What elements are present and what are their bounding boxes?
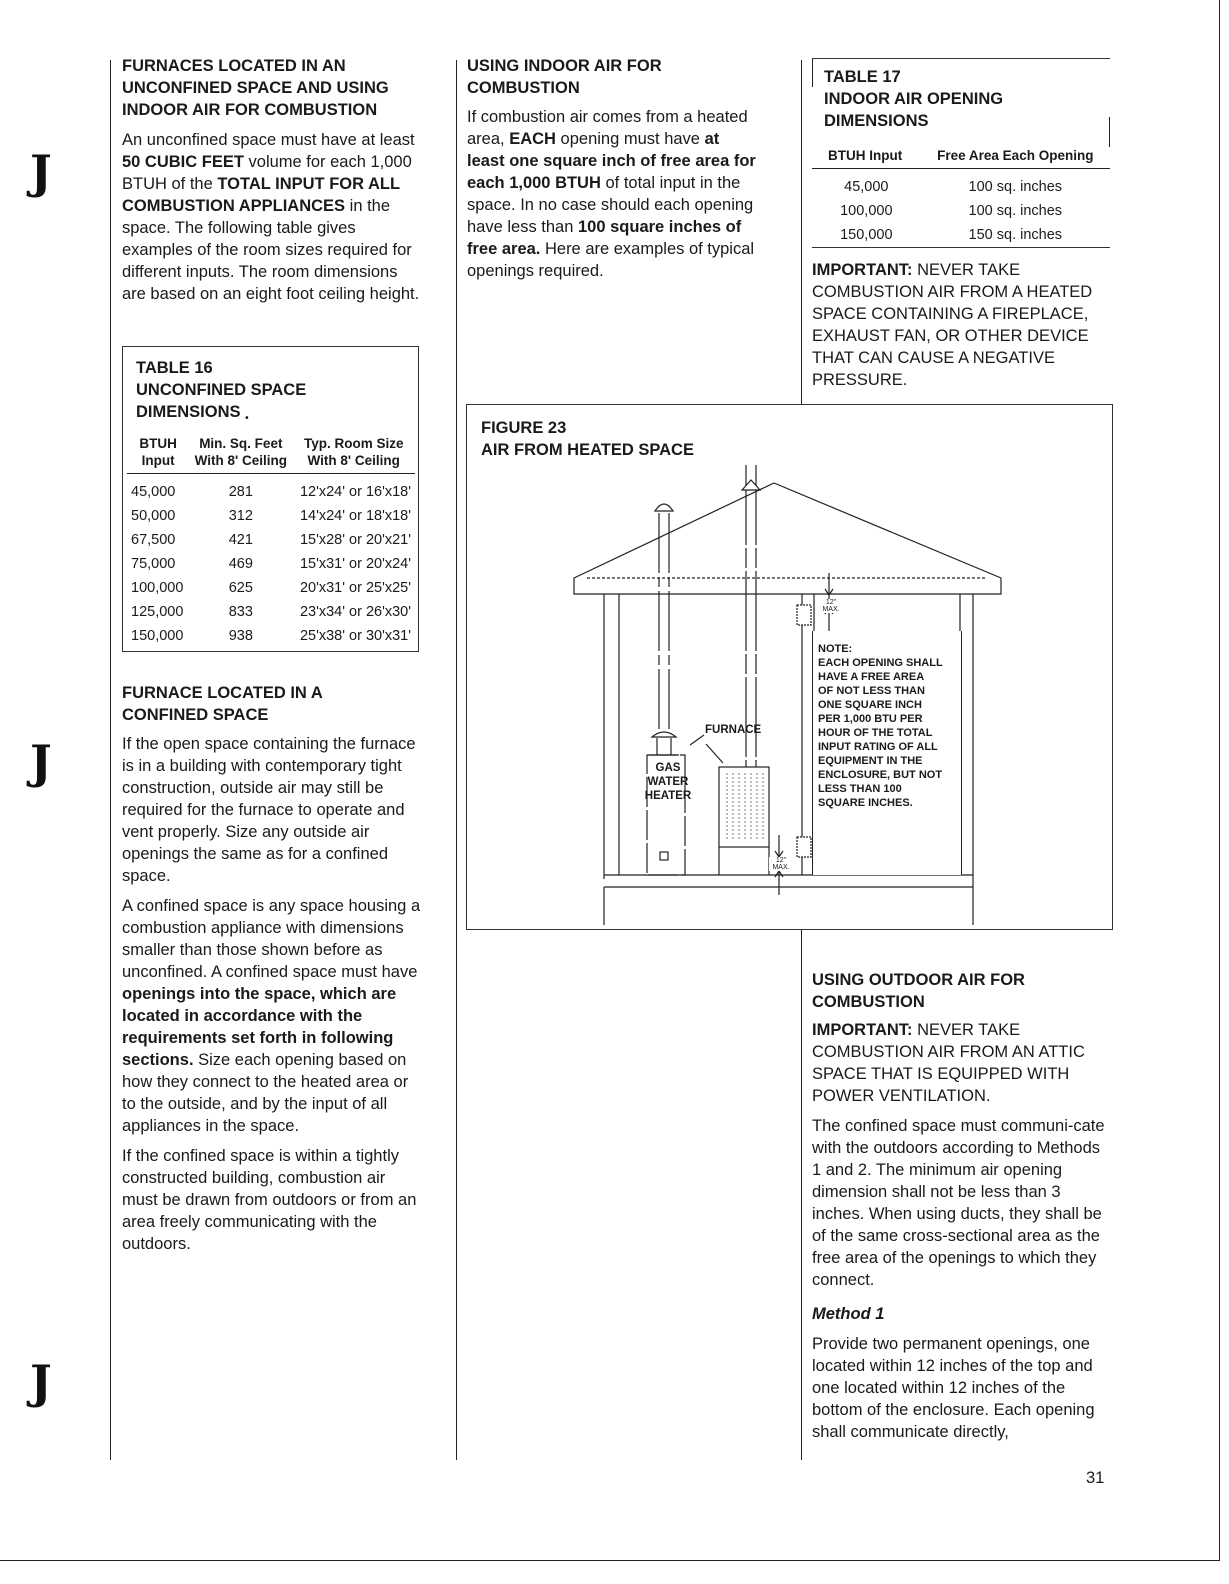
binder-hole-mark: J <box>30 145 52 199</box>
paragraph-confined: If the open space containing the furnace is in a building with contemporary tight construction, outside air may still be required for the furnace to operate and vent properly. Size any outside air openings the same as for a confined space. A confined space is any space housing a combustion appliance with dimensions smaller than those shown before as unconfined. A confined space must have openings into the space, which are located in accordance with the requirements set forth in following sections. Size each opening based on how they connect to the heated area or to the outside, and by the input of all appliances in the space. If the confined space is within a tightly constructed building, combustion air must be drawn from outdoors or from an area freely communicating with the outdoors. <box>122 735 421 1253</box>
table-17-grid <box>812 147 1110 247</box>
figure-23-title: FIGURE 23 AIR FROM HEATED SPACE <box>481 419 694 459</box>
furnace-box <box>719 767 769 847</box>
table-16 <box>122 346 419 652</box>
table-row: 75,000 469 15'x31' or 20'x24' <box>131 555 411 572</box>
table-row: 150,000 150 sq. inches <box>840 226 1063 243</box>
table-row: 125,000 833 23'x34' or 26'x30' <box>131 603 411 620</box>
binder-hole-mark: J <box>30 735 52 789</box>
method-1-heading: Method 1 <box>812 1305 885 1323</box>
paragraph-indoor-air: If combustion air comes from a heated area, EACH opening must have at least one square inch of free area for each 1,000 BTUH of total input in the space. In no case should each opening have less than 100 square inches of free area. Here are examples of typical openings required. <box>467 108 756 280</box>
section-heading-confined: FURNACE LOCATED IN A CONFINED SPACE <box>122 684 323 724</box>
binder-hole-mark: J <box>30 1355 52 1409</box>
table-row: 45,000 281 12'x24' or 16'x18' <box>131 483 411 500</box>
figure-note: NOTE: EACH OPENING SHALL HAVE A FREE AREA OF NOT LESS THAN ONE SQUARE INCH PER 1,000 BTU PER HOUR OF THE TOTAL INPUT RATING OF ALL EQUIPMENT IN THE ENCLOSURE, BUT NOT LESS THAN 100 SQUARE INCHES. <box>818 643 943 809</box>
table-row: 67,500 421 15'x28' or 20'x21' <box>131 531 411 548</box>
page-edge-bottom <box>0 1560 1220 1561</box>
table-16-title: TABLE 16 UNCONFINED SPACE DIMENSIONS $_•$ <box>136 359 307 424</box>
col-header: Typ. Room Size With 8' Ceiling <box>292 435 415 474</box>
table-row: 100,000 625 20'x31' or 25'x25' <box>131 579 411 596</box>
table-17 <box>812 58 1110 248</box>
table-row: 45,000 100 sq. inches <box>844 178 1063 195</box>
table-17-title: TABLE 17 INDOOR AIR OPENING DIMENSIONS <box>824 68 1004 130</box>
col-header: BTUH Input <box>812 147 921 169</box>
section-heading-indoor-air: USING INDOOR AIR FOR COMBUSTION <box>467 57 662 97</box>
column-rule-right-bottom <box>801 928 802 1460</box>
figure-23 <box>466 404 1113 930</box>
house-diagram <box>467 405 1112 929</box>
col-header: Free Area Each Opening <box>921 147 1110 169</box>
column-rule-middle <box>456 60 457 1460</box>
table-row: 150,000 938 25'x38' or 30'x31' <box>131 627 411 644</box>
gas-water-heater-label: GAS WATER HEATER <box>644 762 692 802</box>
page-edge-right <box>1219 0 1220 1560</box>
important-note-heated-space: IMPORTANT: NEVER TAKE COMBUSTION AIR FROM A HEATED SPACE CONTAINING A FIREPLACE, EXHAUST FAN, OR OTHER DEVICE THAT CAN CAUSE A NEGATIVE PRESSURE. <box>812 261 1093 389</box>
col-header: Min. Sq. Feet With 8' Ceiling <box>189 435 292 474</box>
table-16-grid <box>127 435 415 648</box>
max-label-bottom: 12" MAX. <box>769 857 793 871</box>
col-header: BTUH Input <box>127 435 189 474</box>
furnace-label: FURNACE <box>705 724 762 736</box>
table-row: 50,000 312 14'x24' or 18'x18' <box>131 507 411 524</box>
section-heading-outdoor-air: USING OUTDOOR AIR FOR COMBUSTION <box>812 971 1025 1011</box>
paragraph-outdoor-air: IMPORTANT: NEVER TAKE COMBUSTION AIR FROM AN ATTIC SPACE THAT IS EQUIPPED WITH POWER VENTILATION. The confined space must communi-cate with the outdoors according to Methods 1 and 2. The minimum air opening dimension shall not be less than 3 inches. When using ducts, they shall be of the same cross-sectional area as the free area of the openings to which they connect. Method 1 Provide two permanent openings, one located within 12 inches of the top and one located within 12 inches of the bottom of the enclosure. Each opening shall communicate directly, <box>812 1021 1105 1441</box>
section-heading-unconfined: FURNACES LOCATED IN AN UNCONFINED SPACE AND USING INDOOR AIR FOR COMBUSTION <box>122 57 389 119</box>
page-number: 31 <box>1086 1469 1105 1487</box>
roof <box>574 483 1001 594</box>
table-row: 100,000 100 sq. inches <box>840 202 1063 219</box>
max-label-top: 12" MAX. <box>819 599 843 613</box>
paragraph-unconfined: An unconfined space must have at least 50 CUBIC FEET volume for each 1,000 BTUH of the TOTAL INPUT FOR ALL COMBUSTION APPLIANCES in the space. The following table gives examples of the room sizes required for different inputs. The room dimensions are based on an eight foot ceiling height. <box>122 131 420 303</box>
water-heater <box>652 732 676 737</box>
column-rule-left <box>110 60 111 1460</box>
column-rule-right-top <box>801 60 802 405</box>
